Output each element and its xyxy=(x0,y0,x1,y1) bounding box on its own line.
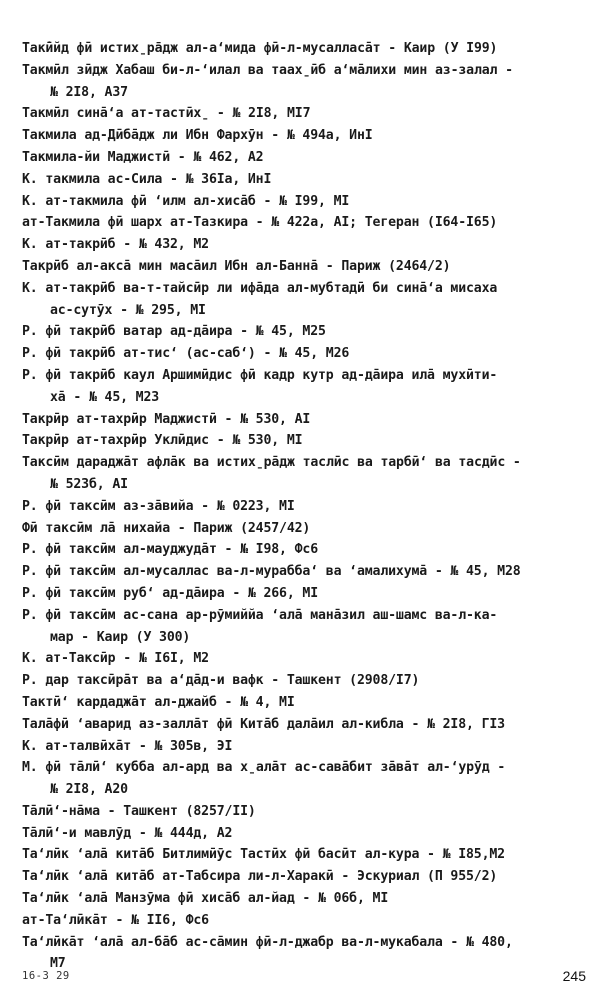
entry-line: ат-Та‘лӣка̄т - № II6, Фс6 xyxy=(22,912,209,928)
entry-line: Р. фӣ такрӣб ватар ад-да̄ира - № 45, М25 xyxy=(22,324,326,340)
entry-line: К. такмила ас-Сила - № 36Iа, ИнI xyxy=(22,171,272,187)
entry-line: Р. фӣ таксӣм ал-мауджуда̄т - № I98, Фс6 xyxy=(22,542,319,558)
bibliography-entry xyxy=(22,583,582,605)
bibliography-entry xyxy=(22,60,582,104)
entry-line: Такмӣл зӣдж Хабаш би-л-‘илал ва таах̱ӣб а‘ма̄лихи мин аз-залал - xyxy=(22,62,513,78)
entry-line: Та‘лӣк ‘ала̄ кита̄б Битлимӣӯс Тастӣх фӣ басӣт ал-кура - № I85,М2 xyxy=(22,847,505,863)
entry-line: Р. фӣ таксӣм ал-мусаллас ва-л-мураббa‘ ва ‘амалихума̄ - № 45, М28 xyxy=(22,564,521,580)
entry-continuation-line: № 2I8, А20 xyxy=(50,782,128,798)
entry-line: Та‘лӣк ‘ала̄ Манзӯма фӣ хиса̄б ал-йад - № 06б, МI xyxy=(22,891,389,907)
entry-line: К. ат-талвӣха̄т - № 305в, ЭI xyxy=(22,738,233,754)
entry-line: Та‘лӣк ‘ала̄ кита̄б ат-Табсира ли-л-Харакӣ - Эскуриал (П 955/2) xyxy=(22,869,498,885)
bibliography-entry xyxy=(22,670,582,692)
bibliography-entry xyxy=(22,910,582,932)
entry-line: Р. фӣ такрӣб каул Аршимӣдис фӣ кадр кутр ад-да̄ира ила̄ мухӣти- xyxy=(22,367,498,383)
entry-line: Такмӣл сина̄‘а ат-тастӣх̱ - № 2I8, МI7 xyxy=(22,106,311,122)
bibliography-entry xyxy=(22,648,582,670)
entry-line: Такрӣр ат-тахрӣр Уклӣдис - № 530, МI xyxy=(22,433,303,449)
bibliography-entry xyxy=(22,409,582,431)
entry-line: Тала̄фӣ ‘аварид аз-залла̄т фӣ Кита̄б дала̄ил ал-кибла - № 2I8, ГIЗ xyxy=(22,716,505,732)
bibliography-entry xyxy=(22,452,582,496)
entry-line: К. ат-такмила фӣ ‘илм ал-хиса̄б - № I99, МI xyxy=(22,193,350,209)
bibliography-entry xyxy=(22,692,582,714)
entry-line: Та̄лӣ‘-на̄ма - Ташкент (8257/II) xyxy=(22,803,256,819)
bibliography-entry xyxy=(22,430,582,452)
bibliography-entry xyxy=(22,757,582,801)
printer-signature: 16-3 29 xyxy=(22,970,70,982)
entry-line: Та̄лӣ‘-и мавлӯд - № 444д, А2 xyxy=(22,825,233,841)
bibliography-entry xyxy=(22,736,582,758)
bibliography-entry xyxy=(22,321,582,343)
entry-line: Такрӣб ал-акса̄ мин маса̄ил Ибн ал-Банна̄ - Париж (2464/2) xyxy=(22,258,451,274)
bibliography-entry xyxy=(22,605,582,649)
entry-continuation-line: № 2I8, А37 xyxy=(50,84,128,100)
entry-line: ат-Такмила фӣ шарх ат-Тазкира - № 422а, АI; Тегеран (I64-I65) xyxy=(22,215,498,231)
bibliography-entry xyxy=(22,823,582,845)
bibliography-entry xyxy=(22,888,582,910)
entry-line: К. ат-такрӣб - № 432, М2 xyxy=(22,237,209,253)
bibliography-entry xyxy=(22,561,582,583)
entry-line: Такмила ад-Дӣба̄дж ли Ибн Фархӯн - № 494а, ИнI xyxy=(22,128,373,144)
entry-line: Р. дар таксӣра̄т ва а‘да̄д-и вафк - Ташкент (2908/I7) xyxy=(22,673,420,689)
bibliography-entry xyxy=(22,103,582,125)
entry-line: Такмила-йи Маджистӣ - № 462, А2 xyxy=(22,149,264,165)
entry-line: К. ат-Таксӣр - № I6I, М2 xyxy=(22,651,209,667)
bibliography-entry xyxy=(22,256,582,278)
entry-line: Таксӣм дараджа̄т афла̄к ва истих̱ра̄дж таслӣс ва тарбӣ‘ ва тасдӣс - xyxy=(22,455,521,471)
entry-line: Та‘лӣка̄т ‘ала̄ ал-ба̄б ас-са̄мин фӣ-л-джабр ва-л-мукабала - № 480, xyxy=(22,934,513,950)
bibliography-entry xyxy=(22,932,582,976)
page-number: 245 xyxy=(562,968,586,984)
bibliography-entry xyxy=(22,38,582,60)
entry-line: Р. фӣ таксӣм ас-сана ар-рӯмиййа ‘ала̄ мана̄зил аш-шамс ва-л-ка- xyxy=(22,607,498,623)
entry-line: Р. фӣ таксӣм аз-за̄вийа - № 0223, МI xyxy=(22,498,295,514)
bibliography-entry xyxy=(22,866,582,888)
bibliography-entry xyxy=(22,278,582,322)
entry-line: К. ат-такрӣб ва-т-тайсӣр ли ифа̄да ал-мубтадӣ би сина̄‘а мисаха xyxy=(22,280,498,296)
entry-line: Р. фӣ такрӣб ат-тис‘ (ас-саб‘) - № 45, М26 xyxy=(22,346,350,362)
bibliography-entry xyxy=(22,518,582,540)
bibliography-entry xyxy=(22,365,582,409)
bibliography-entry xyxy=(22,191,582,213)
bibliography-entry xyxy=(22,801,582,823)
entry-continuation-line: ас-сутӯх - № 295, МI xyxy=(50,302,206,318)
bibliography-entry xyxy=(22,125,582,147)
bibliography-entry xyxy=(22,212,582,234)
bibliography-entry xyxy=(22,496,582,518)
entry-line: Таки̇̄йд фӣ истих̱рāдж ал-а‘мида фӣ-л-мусалласа̄т - Каир (У I99) xyxy=(22,41,498,56)
entry-continuation-line: № 523б, АI xyxy=(50,476,128,492)
entry-line: М. фӣ та̄лӣ‘ кубба ал-ард ва х̱ала̄т ас-сава̄бит за̄ва̄т ал-‘урӯд - xyxy=(22,760,506,776)
entry-line: Тактӣ‘ кардаджа̄т ал-джайб - № 4, МI xyxy=(22,694,295,710)
entry-continuation-line: мар - Каир (У 300) xyxy=(50,629,191,645)
entry-continuation-line: М7 xyxy=(50,956,66,972)
bibliography-entry xyxy=(22,147,582,169)
bibliography-entry xyxy=(22,343,582,365)
entry-line: Фӣ таксӣм ла̄ нихайа - Париж (2457/42) xyxy=(22,520,311,536)
bibliography-entry xyxy=(22,844,582,866)
entry-line: Р. фӣ таксӣм руб‘ ад-да̄ира - № 266, МI xyxy=(22,585,319,601)
bibliography-entry xyxy=(22,169,582,191)
bibliography-entry xyxy=(22,234,582,256)
entry-line: Такрӣр ат-тахрӣр Маджистӣ - № 530, АI xyxy=(22,411,311,427)
bibliography-entry xyxy=(22,539,582,561)
bibliography-entry xyxy=(22,714,582,736)
entry-continuation-line: ха̄ - № 45, М23 xyxy=(50,389,160,405)
bibliography-page xyxy=(22,38,582,975)
